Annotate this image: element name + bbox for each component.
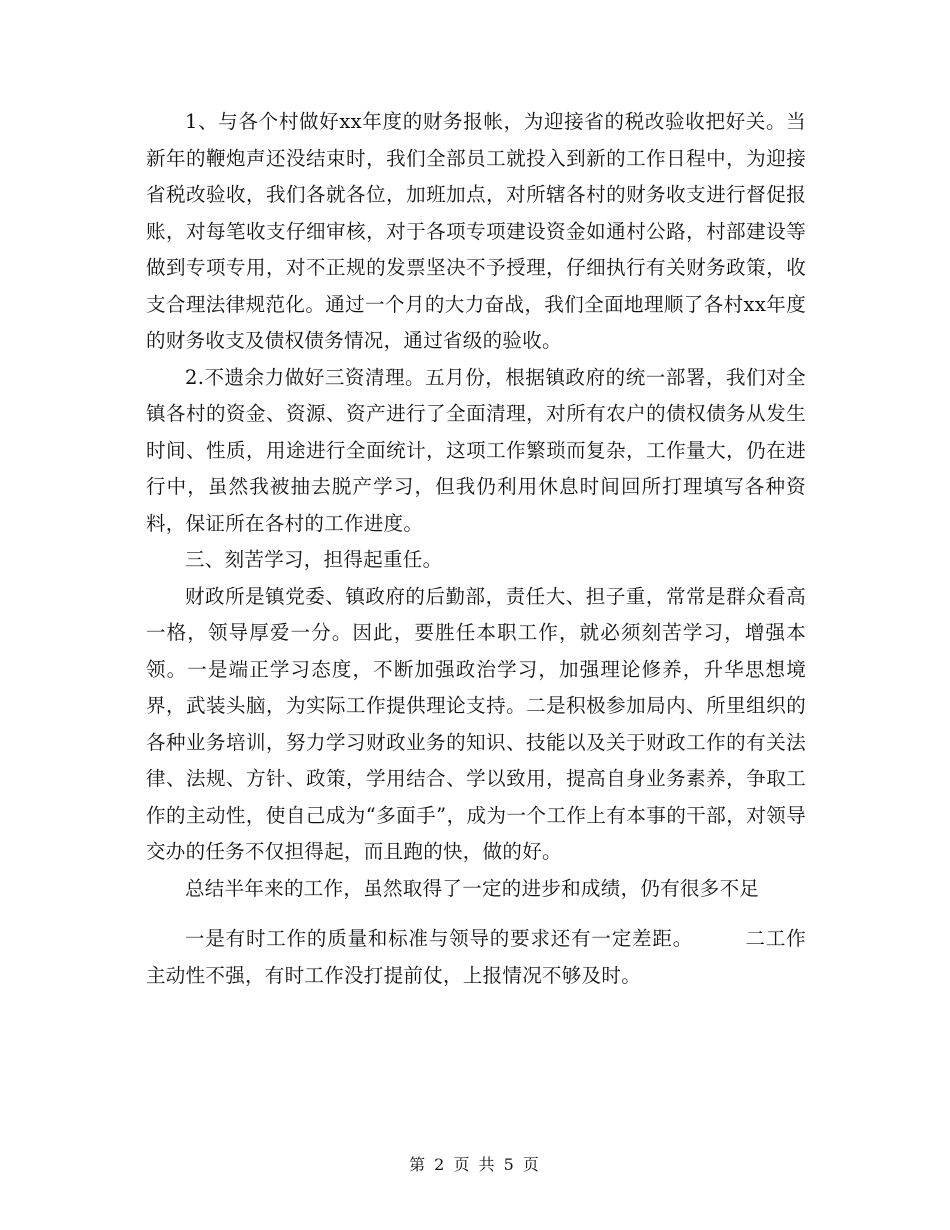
paragraph-shortcomings bbox=[146, 921, 806, 994]
paragraph-village-accounts: 1、与各个村做好xx年度的财务报帐，为迎接省的税改验收把好关。当新年的鞭炮声还没结束时，我们全部员工就投入到新的工作日程中，为迎接省税改验收，我们各就各位，加班加点，对所辖各村的财务收支进行督促报账，对每笔收支仔细审核，对于各项专项建设资金如通村公路，村部建设等做到专项专用，对不正规的发票坚决不予授理，仔细执行有关财务政策，收支合理法律规范化。通过一个月的大力奋战，我们全面地理顺了各村xx年度的财务收支及债权债务情况，通过省级的验收。 bbox=[146, 110, 806, 352]
paragraph-study-details: 财政所是镇党委、镇政府的后勤部，责任大、担子重，常常是群众看高一格，领导厚爱一分。因此，要胜任本职工作，就必须刻苦学习，增强本领。一是端正学习态度，不断加强政治学习，加强理论修养，升华思想境界，武装头脑，为实际工作提供理论支持。二是积极参加局内、所里组织的各种业务培训，努力学习财政业务的知识、技能以及关于财政工作的有关法律、法规、方针、政策，学用结合、学以致用，提高自身业务素养，争取工作的主动性，使自己成为“多面手”，成为一个工作上有本事的干部，对领导交办的任务不仅担得起，而且跑的快，做的好。 bbox=[146, 584, 806, 863]
document-body bbox=[146, 104, 806, 994]
paragraph-three-assets-cleanup: 2.不遗余力做好三资清理。五月份，根据镇政府的统一部署，我们对全镇各村的资金、资源、资产进行了全面清理，对所有农户的债权债务从发生时间、性质，用途进行全面统计，这项工作繁琐而复杂，工作量大，仍在进行中，虽然我被抽去脱产学习，但我仍利用休息时间回所打理填写各种资料，保证所在各村的工作进度。 bbox=[146, 365, 806, 535]
section-heading-study: 三、刻苦学习，担得起重任。 bbox=[185, 548, 443, 571]
shortcoming-one: 一是有时工作的质量和标准与领导的要求还有一定差距。 bbox=[185, 927, 694, 950]
paragraph-summary: 总结半年来的工作，虽然取得了一定的进步和成绩，仍有很多不足 bbox=[185, 876, 760, 900]
shortcoming-two: 二工作主动性不强，有时工作没打提前仗，上报情况不够及时。 bbox=[146, 927, 806, 987]
page-number-footer: 第 2 页 共 5 页 bbox=[409, 1155, 541, 1174]
